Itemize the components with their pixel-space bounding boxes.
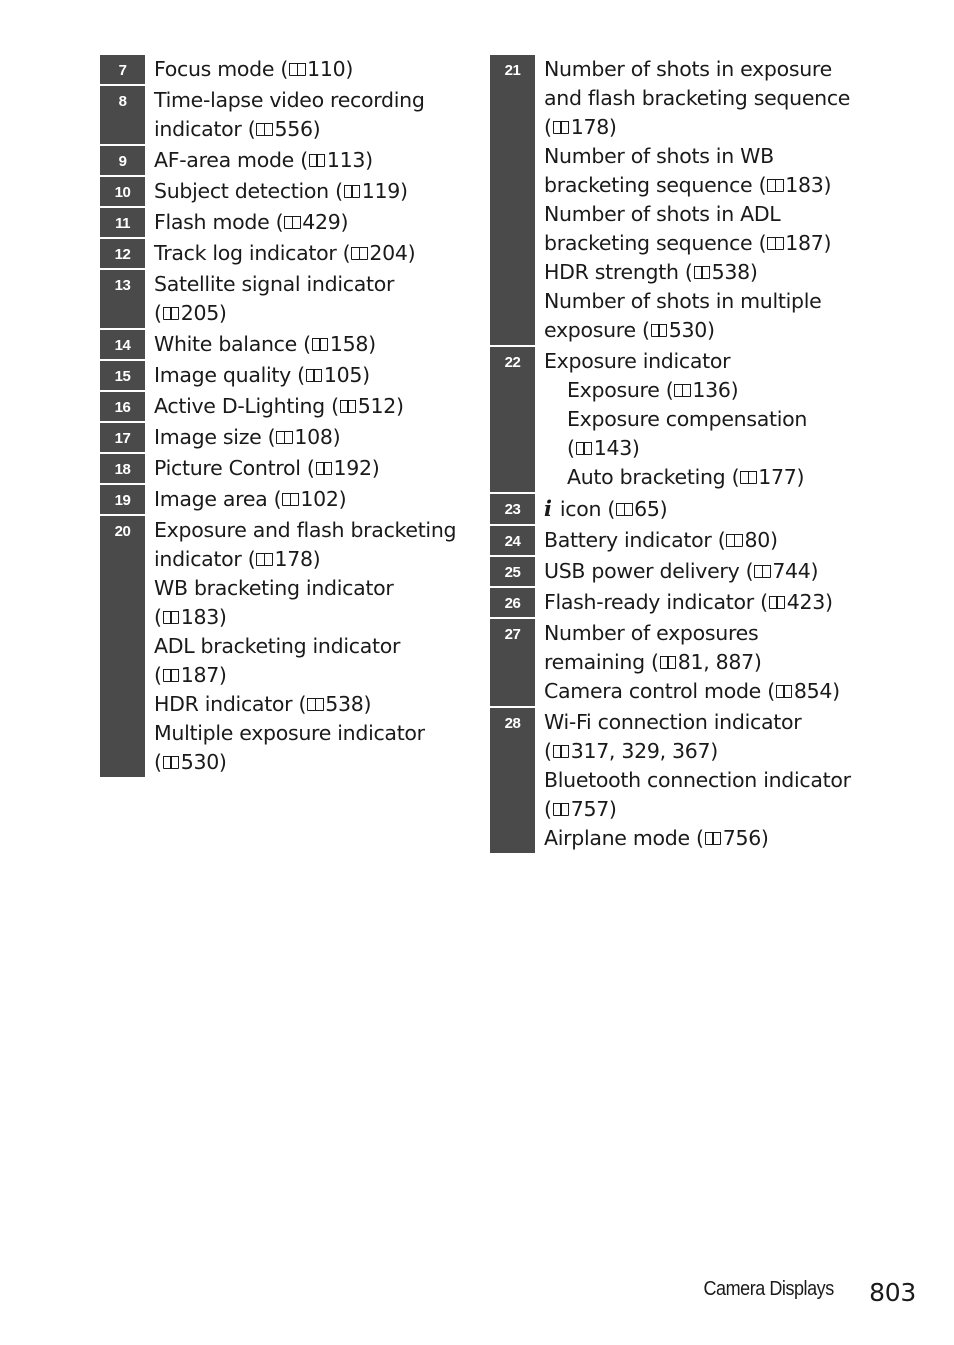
legend-line xyxy=(154,115,465,144)
line-text: Focus mode ( xyxy=(154,57,289,81)
legend-row xyxy=(100,392,465,423)
legend-row xyxy=(100,177,465,208)
line-text: Number of shots in exposure xyxy=(544,57,832,81)
legend-text xyxy=(145,392,465,421)
line-text: Auto bracketing ( xyxy=(567,465,740,489)
legend-text xyxy=(145,208,465,237)
line-text: ( xyxy=(544,797,552,821)
page-reference: 530) xyxy=(668,318,715,342)
book-reference-icon xyxy=(256,553,273,567)
page-reference: 530) xyxy=(180,750,227,774)
legend-text xyxy=(145,55,465,84)
line-text: ( xyxy=(154,605,162,629)
line-text: USB power delivery ( xyxy=(544,559,754,583)
legend-text xyxy=(535,588,860,617)
legend-number: 24 xyxy=(490,526,535,555)
page-reference: 178) xyxy=(570,115,617,139)
line-text: Camera control mode ( xyxy=(544,679,775,703)
page-reference: 177) xyxy=(758,465,805,489)
page-reference: 317, 329, 367) xyxy=(570,739,718,763)
page-reference: 143) xyxy=(593,436,640,460)
line-text: ( xyxy=(154,301,162,325)
legend-number: 9 xyxy=(100,146,145,175)
book-reference-icon xyxy=(660,656,677,670)
page-reference: 192) xyxy=(333,456,380,480)
legend-text xyxy=(145,177,465,206)
book-reference-icon xyxy=(163,307,180,321)
legend-line xyxy=(544,113,860,142)
i-button-icon: i xyxy=(544,496,552,521)
legend-line xyxy=(154,86,465,115)
legend-line xyxy=(154,485,465,514)
legend-row xyxy=(100,86,465,146)
book-reference-icon xyxy=(767,179,784,193)
legend-line xyxy=(154,146,465,175)
line-text: Subject detection ( xyxy=(154,179,343,203)
book-reference-icon xyxy=(340,400,357,414)
legend-number: 22 xyxy=(490,347,535,492)
line-text: ADL bracketing indicator xyxy=(154,634,401,658)
legend-row xyxy=(490,588,860,619)
legend-line xyxy=(154,270,465,299)
book-reference-icon xyxy=(705,832,722,846)
legend-number: 28 xyxy=(490,708,535,853)
book-reference-icon xyxy=(674,384,691,398)
legend-line xyxy=(154,516,465,545)
book-reference-icon xyxy=(767,237,784,251)
legend-line xyxy=(544,619,860,648)
book-reference-icon xyxy=(576,442,593,456)
line-text: Image area ( xyxy=(154,487,282,511)
legend-line xyxy=(154,392,465,421)
legend-number: 8 xyxy=(100,86,145,144)
legend-line xyxy=(154,423,465,452)
legend-row xyxy=(490,619,860,708)
page-reference: 744) xyxy=(772,559,819,583)
legend-line xyxy=(544,316,860,345)
page-reference: 136) xyxy=(692,378,739,402)
legend-line xyxy=(154,330,465,359)
legend-line xyxy=(544,55,860,84)
line-text: ( xyxy=(154,750,162,774)
line-text: indicator ( xyxy=(154,117,256,141)
line-text: HDR indicator ( xyxy=(154,692,307,716)
legend-line xyxy=(544,648,860,677)
legend-line xyxy=(544,557,860,586)
legend-text xyxy=(145,516,465,777)
left-column xyxy=(100,55,465,779)
page-reference: 423) xyxy=(786,590,833,614)
book-reference-icon xyxy=(651,324,668,338)
legend-row xyxy=(100,208,465,239)
right-column xyxy=(490,55,860,855)
legend-number: 15 xyxy=(100,361,145,390)
legend-line xyxy=(154,748,465,777)
line-text: Bluetooth connection indicator xyxy=(544,768,851,792)
legend-text xyxy=(535,55,860,345)
line-text: and flash bracketing sequence xyxy=(544,86,851,110)
line-text: WB bracketing indicator xyxy=(154,576,394,600)
line-text: ( xyxy=(544,115,552,139)
book-reference-icon xyxy=(553,803,570,817)
book-reference-icon xyxy=(740,471,757,485)
line-text: Satellite signal indicator xyxy=(154,272,395,296)
book-reference-icon xyxy=(276,431,293,445)
book-reference-icon xyxy=(754,565,771,579)
page-reference: 538) xyxy=(711,260,758,284)
page-reference: 429) xyxy=(302,210,349,234)
book-reference-icon xyxy=(553,745,570,759)
book-reference-icon xyxy=(553,121,570,135)
legend-row xyxy=(100,146,465,177)
legend-line xyxy=(544,824,860,853)
legend-row xyxy=(100,55,465,86)
page-reference: 538) xyxy=(325,692,372,716)
page-reference: 183) xyxy=(785,173,832,197)
legend-number: 23 xyxy=(490,494,535,524)
legend-line xyxy=(544,200,860,229)
legend-line xyxy=(154,239,465,268)
line-text: Number of shots in multiple xyxy=(544,289,822,313)
line-text: ( xyxy=(154,663,162,687)
legend-line xyxy=(544,84,860,113)
legend-line xyxy=(154,177,465,206)
legend-line xyxy=(544,229,860,258)
legend-row xyxy=(100,516,465,779)
legend-row xyxy=(490,55,860,347)
legend-line xyxy=(544,494,860,524)
line-text: exposure ( xyxy=(544,318,650,342)
legend-text xyxy=(535,708,860,853)
page-reference: 187) xyxy=(180,663,227,687)
page-reference: 110) xyxy=(307,57,354,81)
book-reference-icon xyxy=(309,154,326,168)
legend-number: 14 xyxy=(100,330,145,359)
legend-number: 25 xyxy=(490,557,535,586)
line-text: ( xyxy=(567,436,575,460)
legend-number: 7 xyxy=(100,55,145,84)
line-text: Track log indicator ( xyxy=(154,241,351,265)
book-reference-icon xyxy=(163,756,180,770)
line-text: Exposure ( xyxy=(567,378,674,402)
legend-line xyxy=(154,545,465,574)
legend-number: 27 xyxy=(490,619,535,706)
line-text: Number of shots in ADL xyxy=(544,202,781,226)
legend-line xyxy=(544,347,860,376)
legend-text xyxy=(535,494,860,524)
legend-line xyxy=(154,603,465,632)
legend-line xyxy=(544,708,860,737)
line-text: Number of exposures xyxy=(544,621,759,645)
page-reference: 183) xyxy=(180,605,227,629)
legend-line xyxy=(154,661,465,690)
legend-line xyxy=(544,258,860,287)
legend-number: 12 xyxy=(100,239,145,268)
legend-row xyxy=(490,708,860,855)
legend-number: 19 xyxy=(100,485,145,514)
page-reference: 80) xyxy=(744,528,778,552)
line-text: bracketing sequence ( xyxy=(544,231,767,255)
page-reference: 65) xyxy=(634,497,668,521)
legend-text xyxy=(535,557,860,586)
legend-number: 18 xyxy=(100,454,145,483)
legend-number: 17 xyxy=(100,423,145,452)
book-reference-icon xyxy=(694,266,711,280)
page-reference: 757) xyxy=(570,797,617,821)
legend-text xyxy=(145,146,465,175)
line-text: Exposure and flash bracketing xyxy=(154,518,457,542)
legend-line xyxy=(154,55,465,84)
line-text: Image quality ( xyxy=(154,363,305,387)
book-reference-icon xyxy=(307,698,324,712)
book-reference-icon xyxy=(344,185,361,199)
book-reference-icon xyxy=(312,338,329,352)
book-reference-icon xyxy=(616,503,633,517)
legend-line xyxy=(544,463,860,492)
page-reference: 105) xyxy=(323,363,370,387)
line-text: icon ( xyxy=(553,497,616,521)
book-reference-icon xyxy=(282,493,299,507)
line-text: Image size ( xyxy=(154,425,276,449)
legend-text xyxy=(145,86,465,144)
legend-line xyxy=(544,142,860,171)
book-reference-icon xyxy=(163,669,180,683)
page-reference: 204) xyxy=(369,241,416,265)
book-reference-icon xyxy=(769,596,786,610)
legend-row xyxy=(490,557,860,588)
legend-row xyxy=(100,270,465,330)
legend-line xyxy=(544,405,860,434)
legend-line xyxy=(544,434,860,463)
legend-row xyxy=(490,526,860,557)
legend-row xyxy=(490,494,860,526)
book-reference-icon xyxy=(776,685,793,699)
book-reference-icon xyxy=(289,63,306,77)
book-reference-icon xyxy=(351,247,368,261)
page-reference: 158) xyxy=(329,332,376,356)
page-reference: 81, 887) xyxy=(677,650,762,674)
line-text: Exposure compensation xyxy=(567,407,808,431)
legend-line xyxy=(544,677,860,706)
legend-line xyxy=(544,795,860,824)
line-text: Airplane mode ( xyxy=(544,826,704,850)
line-text: Exposure indicator xyxy=(544,349,731,373)
line-text: Wi-Fi connection indicator xyxy=(544,710,802,734)
page-reference: 102) xyxy=(300,487,347,511)
page-reference: 178) xyxy=(274,547,321,571)
legend-number: 20 xyxy=(100,516,145,777)
page-reference: 756) xyxy=(722,826,769,850)
legend-line xyxy=(154,454,465,483)
legend-line xyxy=(154,208,465,237)
line-text: Multiple exposure indicator xyxy=(154,721,425,745)
page-reference: 205) xyxy=(180,301,227,325)
book-reference-icon xyxy=(284,216,301,230)
book-reference-icon xyxy=(726,534,743,548)
legend-number: 21 xyxy=(490,55,535,345)
legend-row xyxy=(100,239,465,270)
legend-line xyxy=(154,574,465,603)
line-text: ( xyxy=(544,739,552,763)
legend-text xyxy=(535,619,860,706)
legend-line xyxy=(544,526,860,555)
page-reference: 854) xyxy=(793,679,840,703)
page-number: 803 xyxy=(869,1278,916,1307)
legend-row xyxy=(100,423,465,454)
book-reference-icon xyxy=(306,369,323,383)
legend-row xyxy=(100,454,465,485)
line-text: Picture Control ( xyxy=(154,456,315,480)
page-reference: 556) xyxy=(274,117,321,141)
legend-text xyxy=(145,239,465,268)
page-reference: 113) xyxy=(326,148,373,172)
legend-line xyxy=(154,299,465,328)
legend-line xyxy=(154,632,465,661)
legend-line xyxy=(544,287,860,316)
legend-row xyxy=(100,361,465,392)
legend-line xyxy=(154,361,465,390)
legend-number: 11 xyxy=(100,208,145,237)
legend-row xyxy=(490,347,860,494)
legend-number: 26 xyxy=(490,588,535,617)
legend-text xyxy=(145,330,465,359)
line-text: Battery indicator ( xyxy=(544,528,726,552)
line-text: Flash mode ( xyxy=(154,210,284,234)
page-reference: 512) xyxy=(357,394,404,418)
page-reference: 108) xyxy=(294,425,341,449)
line-text: indicator ( xyxy=(154,547,256,571)
legend-text xyxy=(145,423,465,452)
line-text: Time-lapse video recording xyxy=(154,88,425,112)
legend-text xyxy=(145,454,465,483)
legend-line xyxy=(544,737,860,766)
line-text: AF-area mode ( xyxy=(154,148,308,172)
legend-line xyxy=(544,588,860,617)
book-reference-icon xyxy=(163,611,180,625)
line-text: HDR strength ( xyxy=(544,260,693,284)
legend-text xyxy=(145,485,465,514)
line-text: Active D-Lighting ( xyxy=(154,394,339,418)
legend-text xyxy=(145,270,465,328)
legend-line xyxy=(544,376,860,405)
legend-number: 16 xyxy=(100,392,145,421)
legend-line xyxy=(154,719,465,748)
line-text: bracketing sequence ( xyxy=(544,173,767,197)
legend-text xyxy=(535,347,860,492)
page-reference: 119) xyxy=(361,179,408,203)
legend-text xyxy=(535,526,860,555)
legend-text xyxy=(145,361,465,390)
page-reference: 187) xyxy=(785,231,832,255)
book-reference-icon xyxy=(256,123,273,137)
legend-number: 13 xyxy=(100,270,145,328)
line-text: remaining ( xyxy=(544,650,659,674)
line-text: Flash-ready indicator ( xyxy=(544,590,768,614)
line-text: White balance ( xyxy=(154,332,311,356)
legend-row xyxy=(100,485,465,516)
legend-number: 10 xyxy=(100,177,145,206)
legend-row xyxy=(100,330,465,361)
legend-line xyxy=(154,690,465,719)
legend-line xyxy=(544,766,860,795)
footer-section-title: Camera Displays xyxy=(703,1278,834,1300)
legend-line xyxy=(544,171,860,200)
line-text: Number of shots in WB xyxy=(544,144,774,168)
book-reference-icon xyxy=(316,462,333,476)
